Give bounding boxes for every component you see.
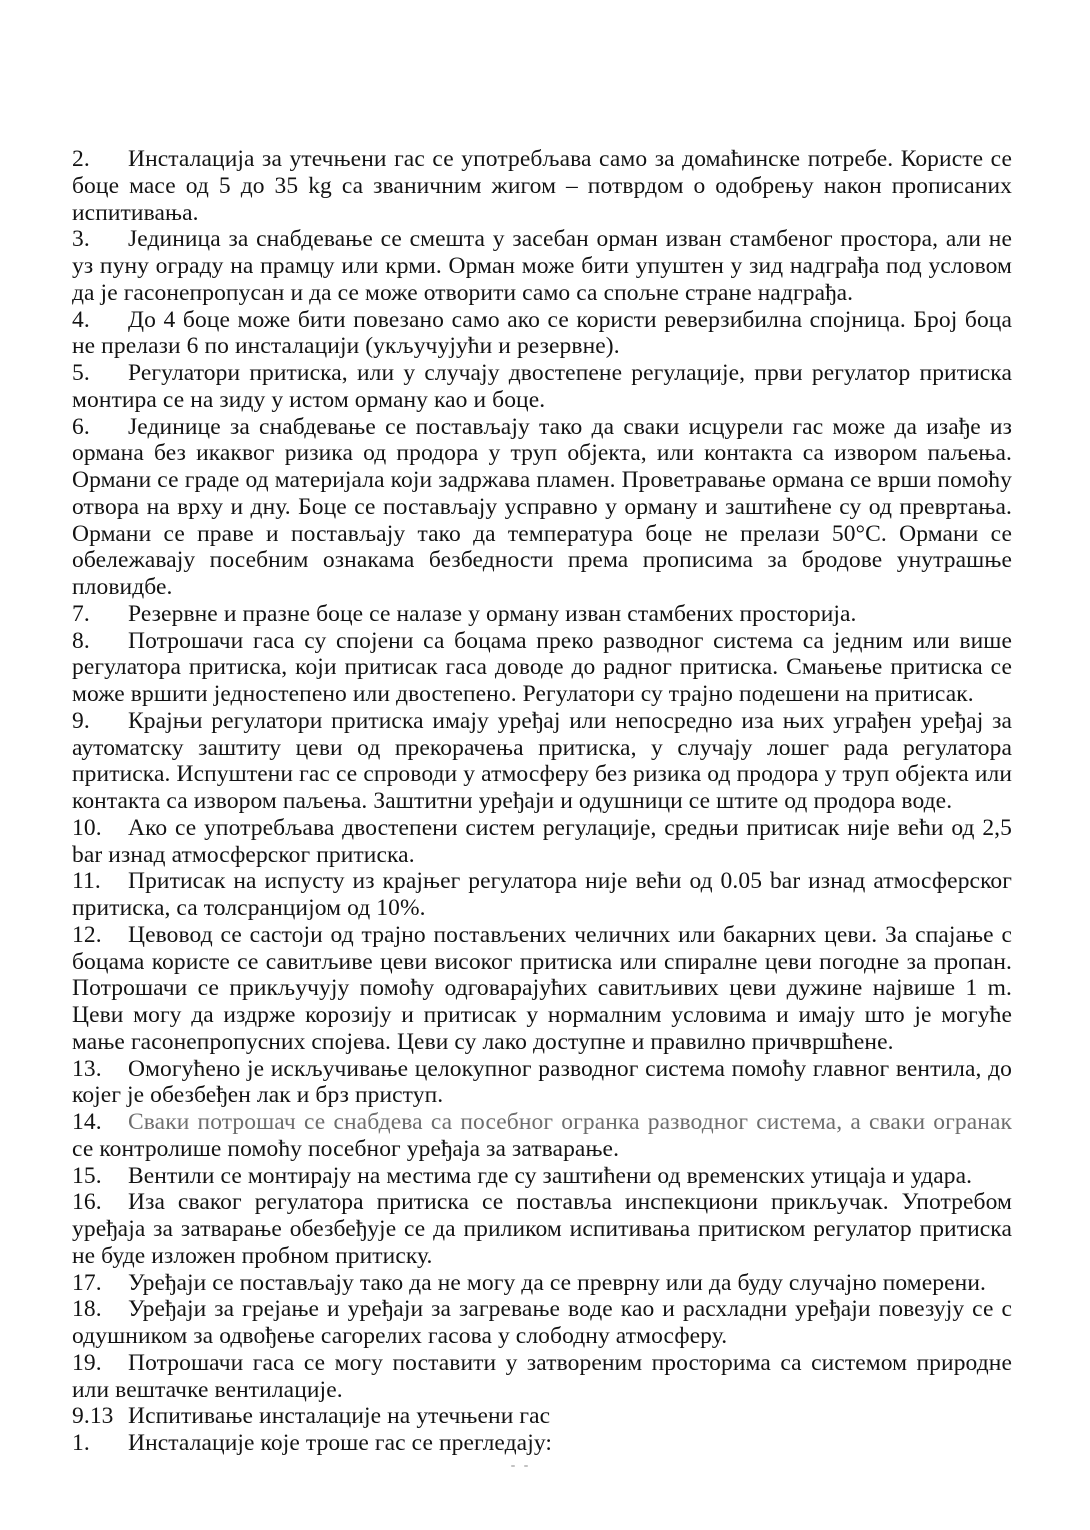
item-number: 13. xyxy=(72,1055,102,1082)
item-text: Ако се употребљава двостепени систем регулације, средњи притисак није већи од 2,5 bar изнад атмосферског притиска. xyxy=(72,814,1012,868)
list-item xyxy=(72,1296,1012,1350)
item-text: Резервне и празне боце се налазе у орману изван стамбених просторија. xyxy=(128,600,857,627)
item-text: Вентили се монтирају на местима где су заштићени од временских утицаја и удара. xyxy=(128,1162,973,1189)
list-item xyxy=(72,146,1012,226)
list-item xyxy=(72,414,1012,601)
list-item xyxy=(72,708,1012,815)
item-text: Иза сваког регулатора притиска се поставља инспекциони прикључак. Употребом уређаја за затварање обезбеђује се да приликом испитивања притиском регулатор притиска не буде изложен пробном притиску. xyxy=(72,1189,1012,1269)
item-text: Јединица за снабдевање се смешта у засебан орман изван стамбеног простора, али не уз пуну ограду на прамцу или крми. Орман може бити упуштен у зид надграђа под условом да је гасонепропусан и да се може отворити само са спољне стране надграђа. xyxy=(72,226,1012,306)
item-number: 6. xyxy=(72,413,90,440)
item-text: Уређаји за грејање и уређаји за загревање воде као и расхладни уређаји повезују се с одушником за одвођење сагорелих гасова у слободну атмосферу. xyxy=(72,1296,1012,1349)
list-item xyxy=(72,226,1012,306)
item-number: 11. xyxy=(72,868,101,895)
list-item xyxy=(72,1189,1012,1269)
item-number: 10. xyxy=(72,814,102,841)
section-heading xyxy=(72,1403,1012,1430)
item-text-faded: Сваки потрошач се снабдева са посебног огранка разводног система, а сваки огранак xyxy=(128,1109,1012,1135)
list-item xyxy=(72,868,1012,922)
scan-artifact xyxy=(511,1465,515,1467)
item-text: Уређаји се постављају тако да не могу да се преврну или да буду случајно померени. xyxy=(128,1269,986,1296)
item-number: 14. xyxy=(72,1109,102,1135)
item-text: Инсталација за утечњени гас се употребљава само за домаћинске потребе. Користе се боце масе од 5 до 35 kg са званичним жигом – потврдом о одобрењу након прописаних испитивања. xyxy=(72,146,1012,226)
list-item xyxy=(72,307,1012,361)
list-item xyxy=(72,815,1012,869)
item-number: 1. xyxy=(72,1430,90,1456)
scan-artifact xyxy=(524,1465,528,1467)
section-title: Испитивање инсталације на утечњени гас xyxy=(128,1403,551,1430)
list-item xyxy=(72,1430,1012,1457)
item-text: Притисак на испусту из крајњег регулатора није већи од 0.05 bar изнад атмосферског притиска, са толсранцијом од 10%. xyxy=(72,868,1012,921)
item-text: До 4 боце може бити повезано само ако се користи реверзибилна спојница. Број боца не прелази 6 по инсталацији (укључујући и резервне). xyxy=(72,306,1012,360)
list-item xyxy=(72,1163,1012,1190)
item-number: 12. xyxy=(72,921,102,948)
item-text: Крајњи регулатори притиска имају уређај или непосредно иза њих уграђен уређај за аутоматску заштиту цеви од прекорачења притиска, у случају лошег рада регулатора притиска. Испуштени гас се спроводи у атмосферу без ризика од продора у труп објекта или контакта са извором паљења. Заштитни уређаји и одушници се штите од продора воде. xyxy=(72,707,1012,814)
item-number: 18. xyxy=(72,1296,102,1323)
item-number: 3. xyxy=(72,226,90,253)
item-number: 8. xyxy=(72,627,90,654)
section-number: 9.13 xyxy=(72,1403,114,1430)
item-text: Цевовод се састоји од трајно постављених челичних или бакарних цеви. За спајање с боцама користе се савитљиве цеви високог притиска или спиралне цеви погодне за пропан. Потрошачи се прикључују помоћу одговарајућих савитљивих цеви дужине највише 1 m. Цеви могу да издрже корозију и притисак у нормалним условима и имају што је могуће мање гасонепропусних спојева. Цеви су лако доступне и правилно причвршћене. xyxy=(72,921,1012,1055)
list-item xyxy=(72,1056,1012,1110)
item-text: Потрошачи гаса се могу поставити у затвореним просторима са системом природне или вештачке вентилације. xyxy=(72,1349,1012,1403)
list-item xyxy=(72,1270,1012,1297)
page-text xyxy=(72,146,1012,1457)
list-item xyxy=(72,628,1012,708)
list-item xyxy=(72,1109,1012,1163)
item-number: 16. xyxy=(72,1189,102,1216)
list-item xyxy=(72,601,1012,628)
item-number: 7. xyxy=(72,600,90,627)
item-text: се контролише помоћу посебног уређаја за затварање. xyxy=(72,1135,620,1162)
item-number: 9. xyxy=(72,707,90,734)
item-text: Јединице за снабдевање се постављају тако да сваки исцурели гас може да изађе из ормана без икаквог ризика од продора у труп објекта, или контакта са извором паљења. Ормани се граде од материјала који задржава пламен. Проветравање ормана се врши помоћу отвора на врху и дну. Боце се постављају усправно у орману и заштићене су од превртања. Ормани се праве и постављају тако да температура боце не прелази 50°C. Ормани се обележавају посебним ознакама безбедности према прописима за бродове унутрашње пловидбе. xyxy=(72,413,1012,600)
item-text: Омогућено је искључивање целокупног разводног система помоћу главног вентила, до којег је обезбеђен лак и брз приступ. xyxy=(72,1055,1012,1109)
item-number: 2. xyxy=(72,146,90,172)
item-number: 15. xyxy=(72,1162,102,1189)
item-number: 4. xyxy=(72,306,90,333)
list-item xyxy=(72,1350,1012,1404)
item-text: Инсталације које троше гас се прегледају: xyxy=(128,1430,553,1456)
item-text: Регулатори притиска, или у случају двостепене регулације, први регулатор притиска монтира се на зиду у истом орману као и боце. xyxy=(72,360,1012,413)
item-number: 19. xyxy=(72,1349,102,1376)
item-number: 17. xyxy=(72,1269,102,1296)
item-number: 5. xyxy=(72,360,90,386)
list-item xyxy=(72,922,1012,1056)
list-item xyxy=(72,360,1012,414)
item-text: Потрошачи гаса су спојени са боцама преко разводног система са једним или више регулатора притиска, који притисак гаса доводе до радног притиска. Смањење притиска се може вршити једностепено или двостепено. Регулатори су трајно подешени на притисак. xyxy=(72,627,1012,707)
